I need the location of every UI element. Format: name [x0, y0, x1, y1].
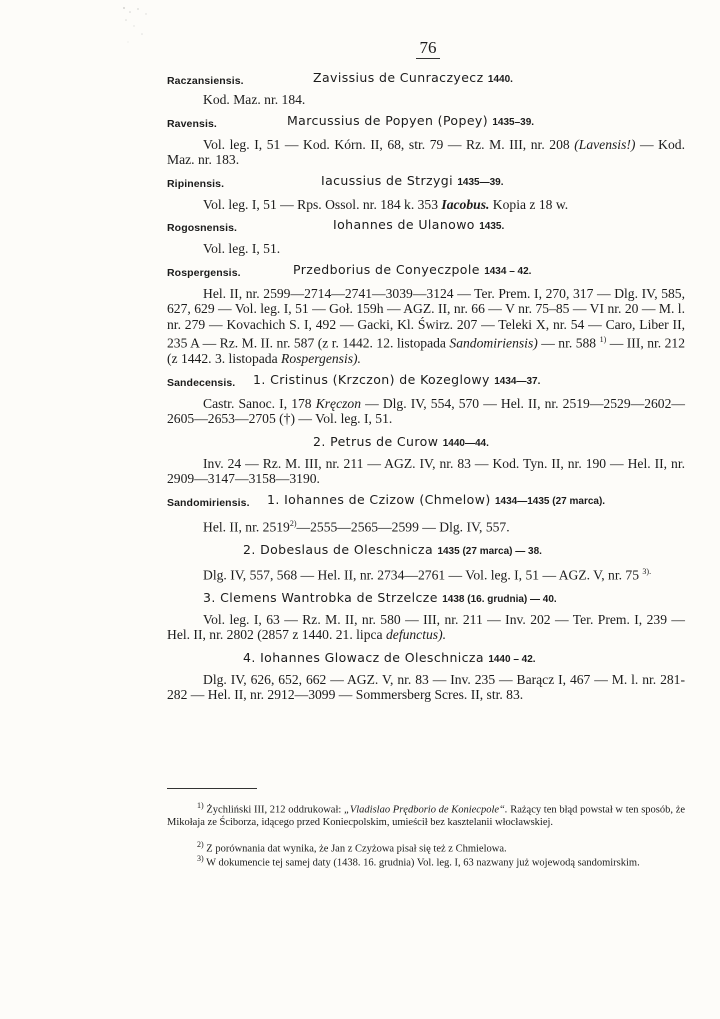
diocese-key: Sandomiriensis. [167, 496, 250, 509]
diocese-key: Ripinensis. [167, 177, 225, 190]
person-name: Zavissius de Cunraczyecz 1440. [313, 70, 513, 85]
footnote-3: $^{3)}$ W dokumencie tej samej daty (1438. 16. grudnia) Vol. leg. I, 63 nazwany już wojewodą sandomirskim. [197, 854, 640, 869]
entry-text: Hel. II, nr. 2599—2714—2741—3039—3124 — Ter. Prem. I, 270, 317 — Dlg. IV, 585, 627, 629 — Vol. leg. I, 51 — Goł. 159h — AGZ. II, nr. 66 — V nr. 75–85 — VI nr. 20 — M. l. nr. 279 — Kovachich S. I, 492 — Gacki, Kl. Świrz. 207 — Teleki X, nr. 54 — Caro, Liber II, 235 A — Rz. M. II. nr. 587 (z r. 1442. 12. listopada Sandomiriensis) — nr. 588 $^{1)}$ — III, nr. 212 (z 1442. 3. listopada Rospergensis). [167, 285, 686, 367]
person-name: 2. Dobeslaus de Oleschnicza 1435 (27 marca) — 38. [243, 541, 542, 557]
entry-rogosnensis [167, 217, 685, 257]
person-name: 1. Iohannes de Czizow (Chmelow) 1434—1435 (27 marca). [267, 491, 606, 507]
person-name: 2. Petrus de Curow 1440—44. [313, 433, 489, 449]
entry-text: Vol. leg. I, 51 — Kod. Kórn. II, 68, str. 79 — Rz. M. III, nr. 208 (Lavensis!) — Kod. Maz. nr. 183. [167, 136, 685, 167]
main-content [167, 70, 685, 708]
diocese-key: Ravensis. [167, 117, 217, 130]
scan-smudge-icon [118, 4, 152, 48]
entry-ravensis [167, 113, 685, 168]
entry-sandecensis [167, 372, 685, 427]
footnote-2: $^{2)}$ Z porównania dat wynika, że Jan z Czyżowa pisał się też z Chmielowa. [197, 840, 507, 855]
entry-sandomiriensis-2 [167, 540, 685, 583]
person-name: 4. Iohannes Glowacz de Oleschnicza 1440 – 42. [243, 649, 536, 665]
entry-text: Inv. 24 — Rz. M. III, nr. 211 — AGZ. IV, nr. 83 — Kod. Tyn. II, nr. 190 — Hel. II, nr. 2909—3147—3158—3190. [167, 455, 685, 487]
entry-text: Dlg. IV, 557, 568 — Hel. II, nr. 2734—2761 — Vol. leg. I, 51 — AGZ. V, nr. 75 $^{3).}$ [203, 566, 652, 583]
person-name: 1. Cristinus (Krzczon) de Kozeglowy 1434—37. [253, 371, 541, 387]
entry-ripinensis [167, 173, 685, 213]
entry-text: Vol. leg. I, 63 — Rz. M. II, nr. 580 — III, nr. 211 — Inv. 202 — Ter. Prem. I, 239 — Hel. II, nr. 2802 (2857 z 1440. 21. lipca defunctus). [167, 611, 685, 643]
page-number: 76 [416, 38, 440, 59]
footnote-rule [167, 788, 257, 789]
entry-sandomiriensis-3 [167, 588, 685, 643]
entry-text: Vol. leg. I, 51. [203, 241, 281, 256]
person-name: Marcussius de Popyen (Popey) 1435–39. [287, 112, 535, 128]
person-name: Przedborius de Conyeczpole 1434 – 42. [293, 261, 532, 277]
entry-text: Hel. II, nr. 2519$^{2)}$—2555—2565—2599 — Dlg. IV, 557. [203, 518, 510, 535]
footnote-1: $^{1)}$ Żychliński III, 212 oddrukował: „Vladislao Prędborio de Koniecpole“. Rażący ten błąd powstał w ten sposób, że Mikołaja ze Ściborza, idącego przed Koniecpolskim, umieścił bez kasztelanii włocławskiej. [167, 801, 686, 828]
entry-text: Castr. Sanoc. I, 178 Kręczon — Dlg. IV, 554, 570 — Hel. II, nr. 2519—2529—2602—2605—2653—2705 (†) — Vol. leg. I, 51. [167, 395, 685, 427]
entry-sandomiriensis-4 [167, 648, 685, 703]
person-name: 3. Clemens Wantrobka de Strzelcze 1438 (16. grudnia) — 40. [203, 589, 557, 605]
diocese-key: Raczansiensis. [167, 75, 244, 87]
entry-sandecensis-2 [167, 432, 685, 487]
entry-raczansiensis [167, 70, 685, 108]
entry-sandomiriensis [167, 492, 685, 535]
entry-text: Vol. leg. I, 51 — Rps. Ossol. nr. 184 k. 353 Iacobus. Kopia z 18 w. [203, 196, 569, 212]
entry-text: Dlg. IV, 626, 652, 662 — AGZ. V, nr. 83 — Inv. 235 — Barącz I, 467 — M. l. nr. 281-282 — Hel. II, nr. 2912—3099 — Sommersberg Scres. II, str. 83. [167, 671, 685, 703]
diocese-key: Sandecensis. [167, 376, 236, 389]
person-name: Iacussius de Strzygi 1435—39. [321, 172, 504, 188]
diocese-key: Rogosnensis. [167, 222, 238, 234]
diocese-key: Rospergensis. [167, 266, 241, 279]
entry-rospergensis [167, 262, 685, 367]
entry-text: Kod. Maz. nr. 184. [203, 92, 306, 107]
person-name: Iohannes de Ulanowo 1435. [333, 217, 505, 232]
